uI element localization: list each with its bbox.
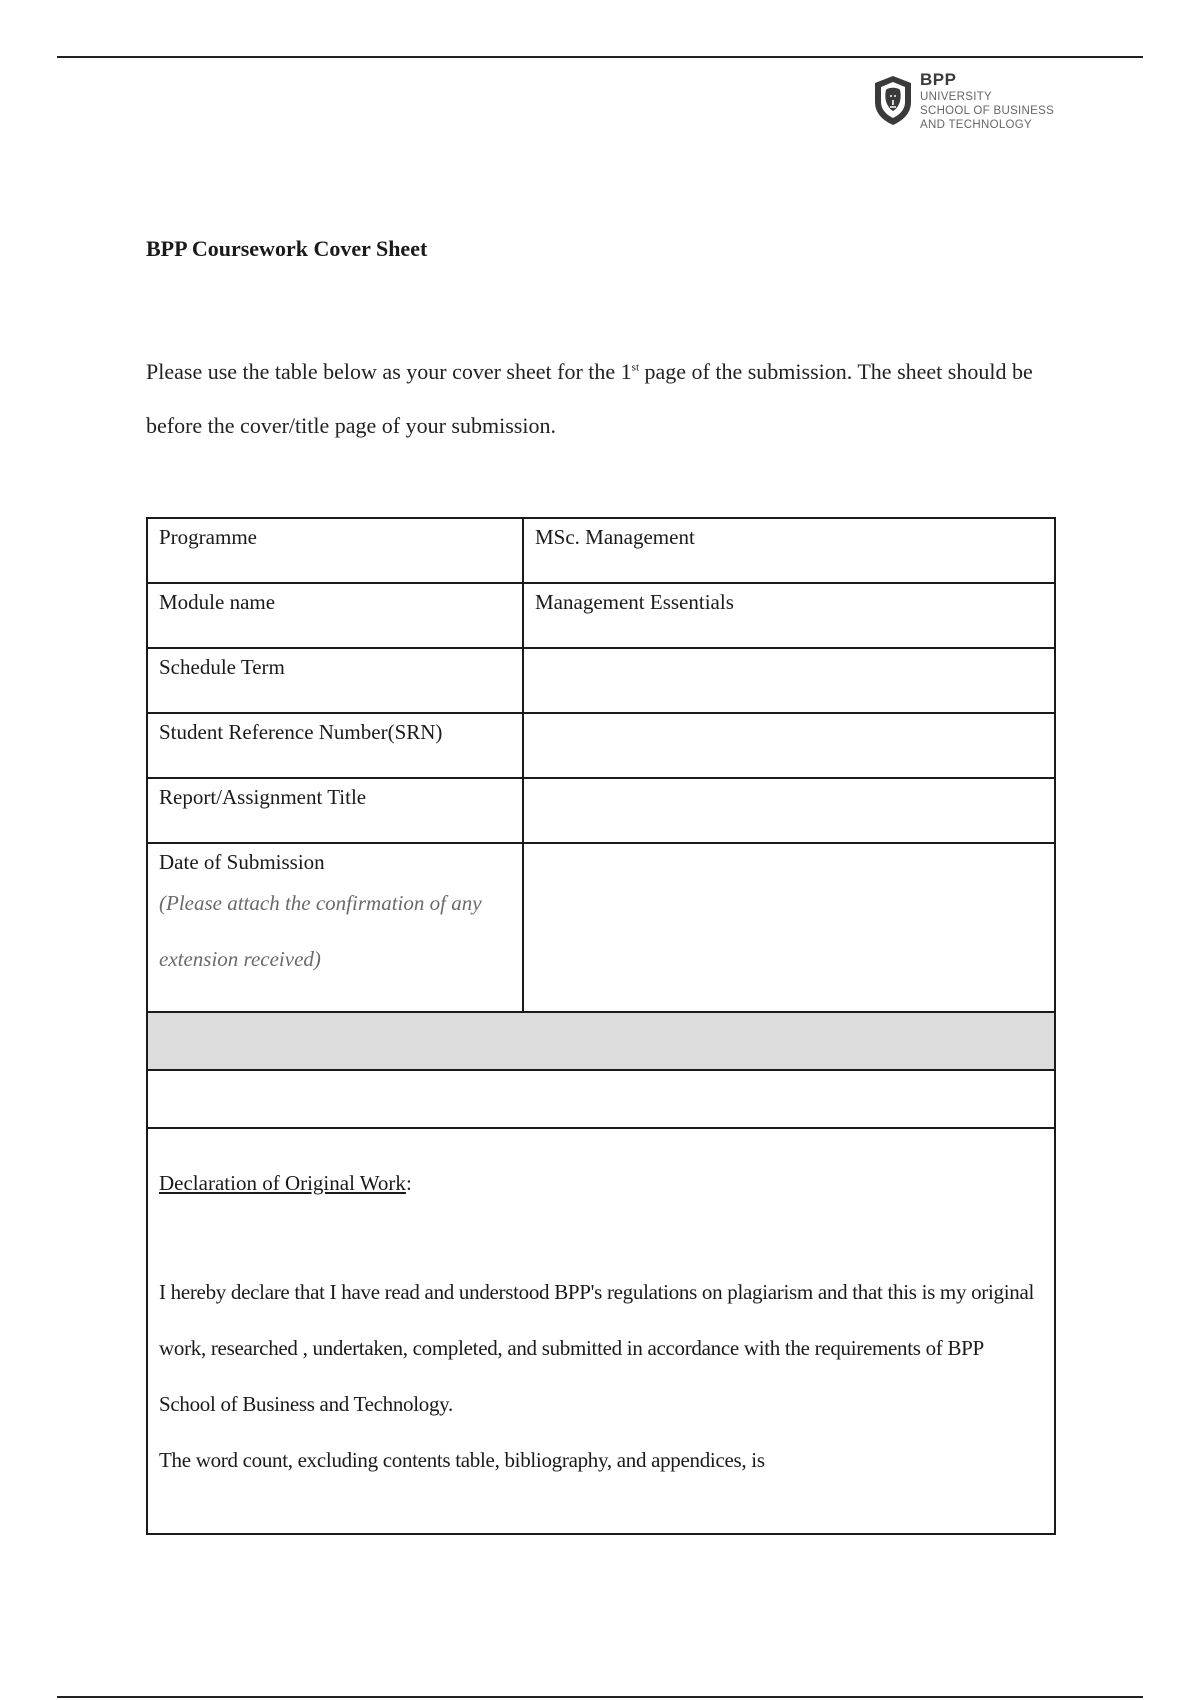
declaration-statement: I hereby declare that I have read and understood BPP's regulations on plagiarism and that this is my original work, researched , undertaken, completed, and submitted in accordance with the requirements of BPP School of Business and Technology. [159,1280,1035,1416]
declaration-body [159,1264,1043,1488]
cover-sheet-table [146,517,1056,1535]
table-row [147,778,1055,843]
intro-paragraph [146,345,1076,453]
table-row [147,583,1055,648]
module-name-value[interactable]: Management Essentials [523,583,1055,648]
bpp-logo [872,70,1055,140]
assignment-title-value[interactable] [523,778,1055,843]
top-rule [57,56,1143,58]
schedule-term-value[interactable] [523,648,1055,713]
bottom-rule [57,1696,1143,1698]
extension-note: (Please attach the confirmation of any extension received) [159,891,482,971]
shaded-cell [147,1012,1055,1070]
logo-line-3: AND TECHNOLOGY [920,119,1032,131]
word-count-statement: The word count, excluding contents table, bibliography, and appendices, is [159,1448,765,1472]
shaded-separator-row [147,1012,1055,1070]
intro-text-2: page of the submission. The sheet should be before the cover/title page of your submission. [146,359,1033,438]
declaration-cell [147,1128,1055,1534]
logo-brand: BPP [920,70,957,89]
logo-line-1: UNIVERSITY [920,91,993,103]
schedule-term-label: Schedule Term [147,648,523,713]
date-of-submission-value[interactable] [523,843,1055,1012]
table-row [147,648,1055,713]
intro-text-1: Please use the table below as your cover sheet for the 1 [146,359,632,384]
blank-row [147,1070,1055,1128]
logo-line-2: SCHOOL OF BUSINESS [920,105,1055,117]
date-of-submission-cell [147,843,523,1012]
module-name-label: Module name [147,583,523,648]
programme-label: Programme [147,518,523,583]
declaration-title: Declaration of Original Work [159,1171,406,1195]
date-of-submission-label: Date of Submission [159,850,325,874]
declaration-row [147,1128,1055,1534]
intro-superscript: st [631,361,640,374]
table-row [147,518,1055,583]
blank-cell[interactable] [147,1070,1055,1128]
document-title: BPP Coursework Cover Sheet [146,236,428,261]
programme-value[interactable]: MSc. Management [523,518,1055,583]
declaration-colon: : [405,1171,412,1195]
table-row [147,843,1055,1012]
srn-value[interactable] [523,713,1055,778]
table-row [147,713,1055,778]
shield-lion-icon [872,74,914,126]
srn-label: Student Reference Number(SRN) [147,713,523,778]
assignment-title-label: Report/Assignment Title [147,778,523,843]
